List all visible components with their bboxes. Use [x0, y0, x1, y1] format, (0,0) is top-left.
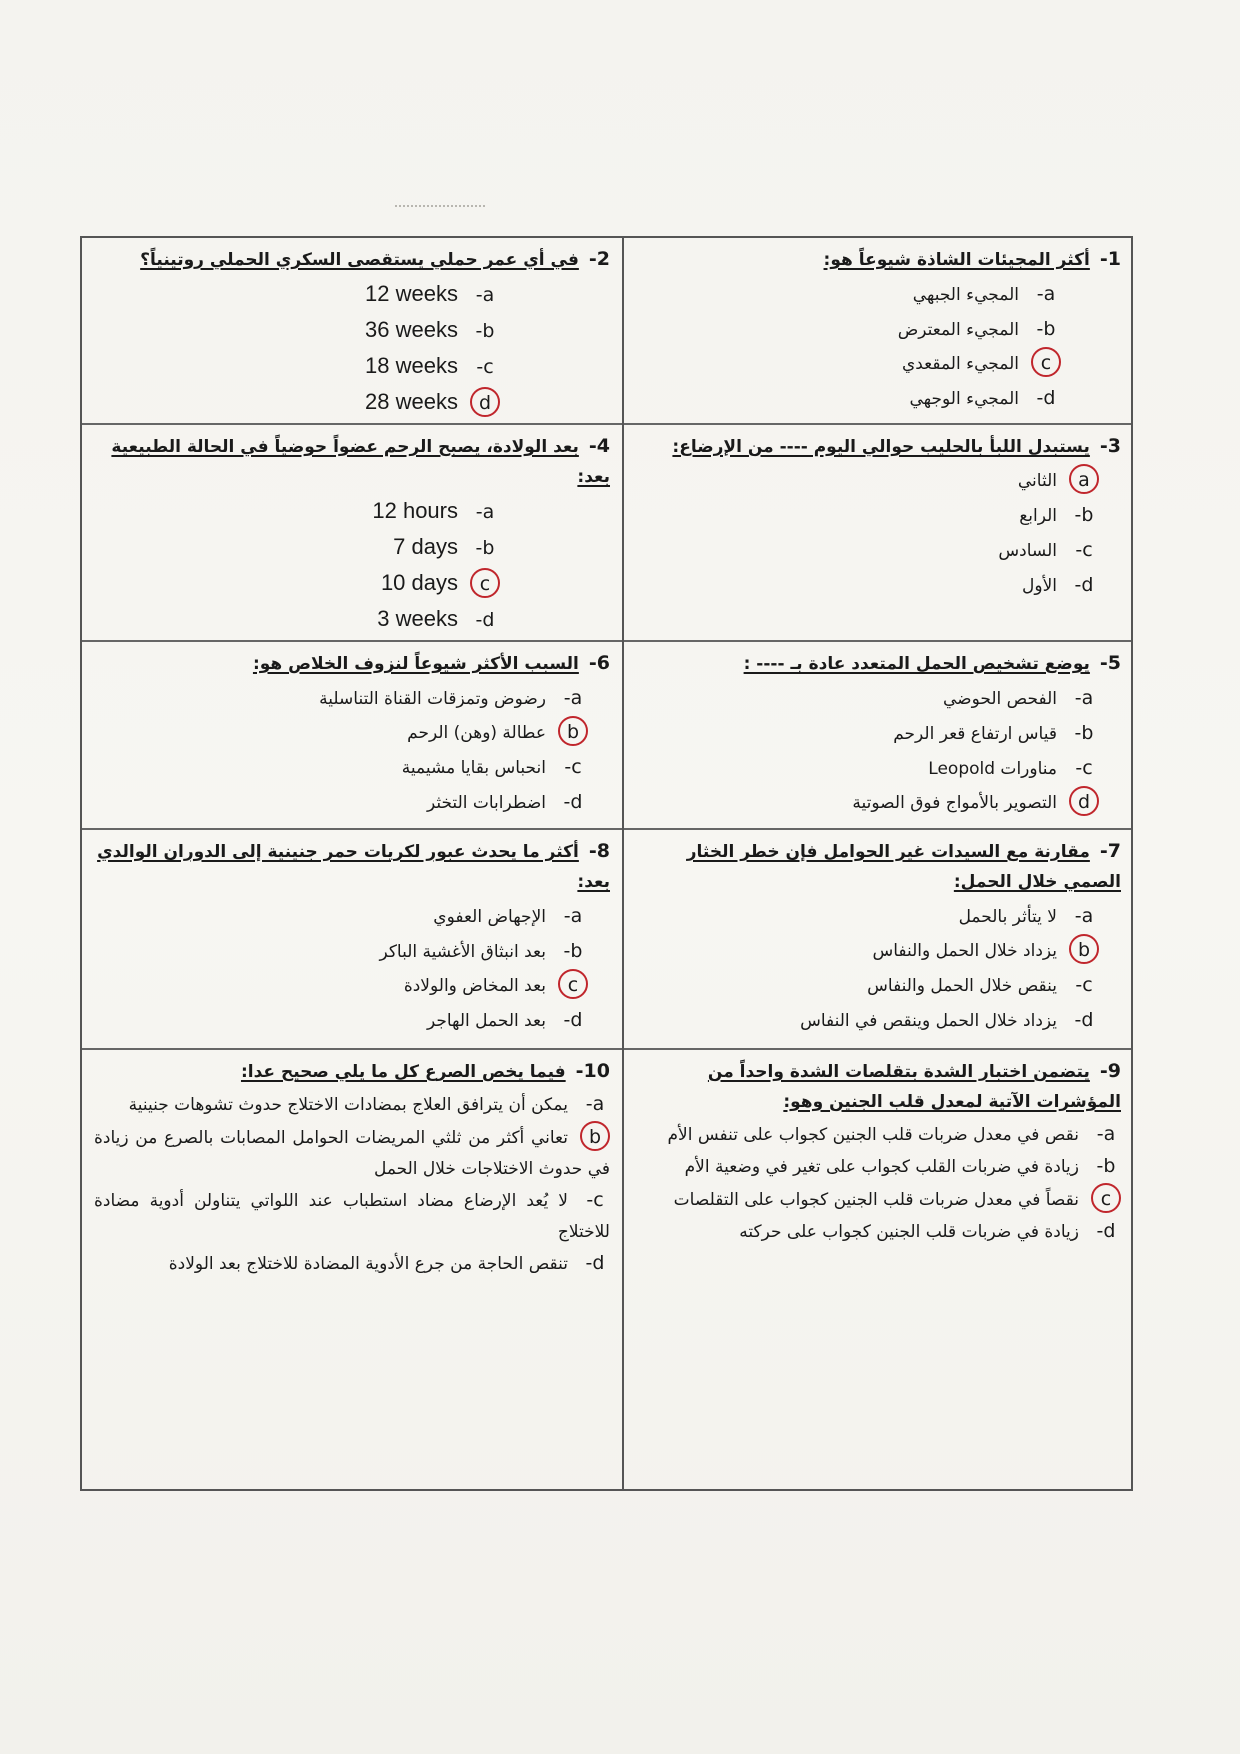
option-c-selected[interactable]: c10 days [94, 566, 500, 602]
option-a[interactable]: a-12 hours [372, 498, 495, 523]
option-d[interactable]: d-اضطرابات التخثر [426, 791, 583, 813]
option-d-selected[interactable]: dالتصوير بالأمواج فوق الصوتية [636, 786, 1099, 820]
option-d[interactable]: d-3 weeks [377, 606, 495, 631]
question-text: يوضع تشخيص الحمل المتعدد عادة بـ ---- : [743, 654, 1090, 674]
answer-circle: d [1069, 786, 1099, 816]
question-2: 2-في أي عمر حملي يستقصى السكري الحملي روتينياً؟ a-12 weeks b-36 weeks c-18 weeks d28 weeks [82, 238, 622, 423]
option-a[interactable]: a-12 weeks [365, 281, 495, 306]
answer-circle: c [1031, 347, 1061, 377]
question-7: 7-مقارنة مع السيدات غير الحوامل فإن خطر الخثار الصمي خلال الحمل: a-لا يتأثر بالحمل bيزداد خلال الحمل والنفاس c-ينقص خلال الحمل والنفاس d-يزداد خلال الحمل وينقص في النفاس [624, 830, 1133, 1048]
option-d-selected[interactable]: d28 weeks [94, 385, 500, 421]
option-b[interactable]: b-7 days [393, 534, 495, 559]
option-c-selected[interactable]: cنقصاً في معدل ضربات قلب الجنين كجواب على التقلصات [636, 1183, 1121, 1216]
question-4: 4-بعد الولادة، يصبح الرحم عضواً حوضياً في الحالة الطبيعية بعد: a-12 hours b-7 days c10 days d-3 weeks [82, 425, 622, 640]
answer-circle: c [1091, 1183, 1121, 1213]
question-text: السبب الأكثر شيوعاً لنزوف الخلاص هو: [252, 654, 579, 674]
question-6: 6-السبب الأكثر شيوعاً لنزوف الخلاص هو: a-رضوض وتمزقات القناة التناسلية bعطالة (وهن) الرحم c-انحباس بقايا مشيمية d-اضطرابات التخثر [82, 642, 622, 828]
option-b[interactable]: b-بعد انبثاق الأغشية الباكر [379, 940, 583, 962]
option-a[interactable]: a-رضوض وتمزقات القناة التناسلية [319, 687, 583, 709]
question-5: 5-يوضع تشخيص الحمل المتعدد عادة بـ ---- : a-الفحص الحوضي b-قياس ارتفاع قعر الرحم c-مناورات Leopold dالتصوير بالأمواج فوق الصوتية [624, 642, 1133, 828]
option-d[interactable]: d-بعد الحمل الهاجر [426, 1009, 583, 1031]
answer-circle: a [1069, 464, 1099, 494]
answer-circle: c [558, 969, 588, 999]
question-3: 3-يستبدل اللبأ بالحليب حوالي اليوم ---- من الإرضاع: aالثاني b-الرابع c-السادس d-الأول [624, 425, 1133, 640]
option-b[interactable]: b-36 weeks [365, 317, 495, 342]
option-a[interactable]: a-نقص في معدل ضربات قلب الجنين كجواب على تنفس الأم [667, 1123, 1116, 1145]
question-text: في أي عمر حملي يستقصى السكري الحملي روتينياً؟ [140, 250, 579, 270]
option-a[interactable]: a-الفحص الحوضي [943, 687, 1094, 709]
question-8: 8-أكثر ما يحدث عبور لكريات حمر جنينية إلى الدوران الوالدي بعد: a-الإجهاض العفوي b-بعد انبثاق الأغشية الباكر cبعد المخاض والولادة d-بعد الحمل الهاجر [82, 830, 622, 1048]
option-c-selected[interactable]: cبعد المخاض والولادة [94, 969, 588, 1003]
question-text: فيما يخص الصرع كل ما يلي صحيح عدا: [240, 1062, 566, 1082]
question-text: يتضمن اختبار الشدة بتقلصات الشدة واحداً من المؤشرات الآتية لمعدل قلب الجنين وهو: [707, 1062, 1121, 1112]
option-d[interactable]: d-تنقص الحاجة من جرع الأدوية المضادة للاختلاج بعد الولادة [168, 1252, 605, 1274]
question-grid [80, 236, 1133, 1491]
option-c[interactable]: c-مناورات Leopold [928, 757, 1093, 779]
question-9: 9-يتضمن اختبار الشدة بتقلصات الشدة واحداً من المؤشرات الآتية لمعدل قلب الجنين وهو: a-نقص في معدل ضربات قلب الجنين كجواب على تنفس الأم b-زيادة في ضربات القلب كجواب على تغير في وضعية الأم cنقصاً في معدل ضربات قلب الجنين كجواب على التقلصات d-زيادة في ضربات قلب الجنين كجواب على حركته [624, 1050, 1133, 1490]
question-text: أكثر المجيئات الشاذة شيوعاً هو: [823, 250, 1090, 270]
option-c[interactable]: c-ينقص خلال الحمل والنفاس [867, 974, 1093, 996]
option-b[interactable]: b-زيادة في ضربات القلب كجواب على تغير في وضعية الأم [684, 1155, 1116, 1177]
option-a[interactable]: a-الإجهاض العفوي [433, 905, 583, 927]
option-d[interactable]: d-يزداد خلال الحمل وينقص في النفاس [800, 1009, 1094, 1031]
option-c[interactable]: c-لا يُعد الإرضاع مضاد استطباب عند اللواتي يتناولن أدوية مضادة للاختلاج [94, 1189, 610, 1242]
option-c-selected[interactable]: cالمجيء المقعدي [636, 347, 1061, 381]
option-b-selected[interactable]: bتعاني أكثر من ثلثي المريضات الحوامل المصابات بالصرع من زيادة في حدوث الاختلاجات خلال الحمل [94, 1121, 610, 1185]
question-10: 10-فيما يخص الصرع كل ما يلي صحيح عدا: a-يمكن أن يترافق العلاج بمضادات الاختلاج حدوث تشوهات جنينية bتعاني أكثر من ثلثي المريضات الحوامل المصابات بالصرع من زيادة في حدوث الاختلاجات خلال الحمل c-لا يُعد الإرضاع مضاد استطباب عند اللواتي يتناولن أدوية مضادة للاختلاج d-تنقص الحاجة من جرع الأدوية المضادة للاختلاج بعد الولادة [82, 1050, 622, 1490]
option-d[interactable]: d-الأول [1022, 574, 1094, 596]
answer-circle: c [470, 568, 500, 598]
question-text: بعد الولادة، يصبح الرحم عضواً حوضياً في الحالة الطبيعية بعد: [111, 437, 610, 487]
option-b-selected[interactable]: bيزداد خلال الحمل والنفاس [636, 934, 1099, 968]
answer-circle: b [558, 716, 588, 746]
answer-circle: b [1069, 934, 1099, 964]
question-text: أكثر ما يحدث عبور لكريات حمر جنينية إلى الدوران الوالدي بعد: [97, 842, 610, 892]
option-b[interactable]: b-المجيء المعترض [897, 318, 1056, 340]
option-a[interactable]: a-المجيء الجبهي [912, 283, 1056, 305]
option-a[interactable]: a-يمكن أن يترافق العلاج بمضادات الاختلاج حدوث تشوهات جنينية [128, 1093, 605, 1115]
question-text: يستبدل اللبأ بالحليب حوالي اليوم ---- من الإرضاع: [672, 437, 1090, 457]
scan-mark [395, 205, 485, 210]
answer-circle: d [470, 387, 500, 417]
answer-circle: b [580, 1121, 610, 1151]
option-b-selected[interactable]: bعطالة (وهن) الرحم [94, 716, 588, 750]
option-a[interactable]: a-لا يتأثر بالحمل [958, 905, 1094, 927]
option-a-selected[interactable]: aالثاني [636, 464, 1099, 498]
option-b[interactable]: b-قياس ارتفاع قعر الرحم [893, 722, 1094, 744]
option-c[interactable]: c-السادس [998, 539, 1093, 561]
option-c[interactable]: c-انحباس بقايا مشيمية [401, 756, 582, 778]
option-c[interactable]: c-18 weeks [365, 353, 494, 378]
option-d[interactable]: d-زيادة في ضربات قلب الجنين كجواب على حركته [739, 1220, 1116, 1242]
option-d[interactable]: d-المجيء الوجهي [909, 387, 1056, 409]
question-text: مقارنة مع السيدات غير الحوامل فإن خطر الخثار الصمي خلال الحمل: [686, 842, 1121, 892]
question-1: 1-أكثر المجيئات الشاذة شيوعاً هو: a-المجيء الجبهي b-المجيء المعترض cالمجيء المقعدي d-المجيء الوجهي [624, 238, 1133, 423]
option-b[interactable]: b-الرابع [1019, 504, 1094, 526]
